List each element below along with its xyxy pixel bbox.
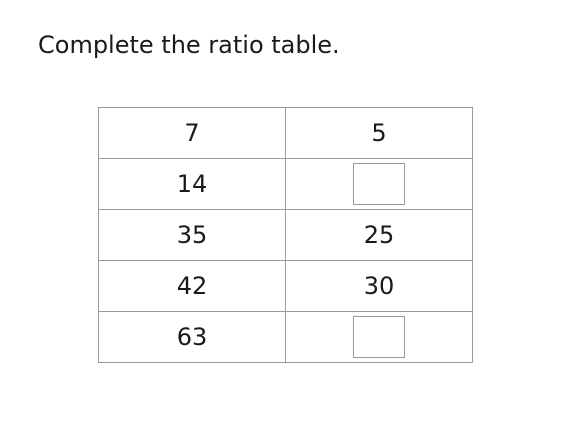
table-row bbox=[99, 159, 473, 210]
question-prompt: Complete the ratio table. bbox=[38, 31, 340, 59]
table-row bbox=[99, 261, 473, 312]
answer-input-row-2[interactable] bbox=[353, 163, 405, 205]
table-cell-left: 35 bbox=[99, 210, 286, 261]
table-cell-left: 7 bbox=[99, 108, 286, 159]
answer-input-row-5[interactable] bbox=[353, 316, 405, 358]
table-cell-right bbox=[286, 312, 473, 363]
ratio-table bbox=[98, 107, 473, 363]
table-cell-right bbox=[286, 159, 473, 210]
table-cell-left: 42 bbox=[99, 261, 286, 312]
table-cell-right: 30 bbox=[286, 261, 473, 312]
table-cell-left: 14 bbox=[99, 159, 286, 210]
table-cell-left: 63 bbox=[99, 312, 286, 363]
table-row bbox=[99, 312, 473, 363]
table-cell-right: 5 bbox=[286, 108, 473, 159]
table-cell-right: 25 bbox=[286, 210, 473, 261]
table-row bbox=[99, 108, 473, 159]
table-row bbox=[99, 210, 473, 261]
